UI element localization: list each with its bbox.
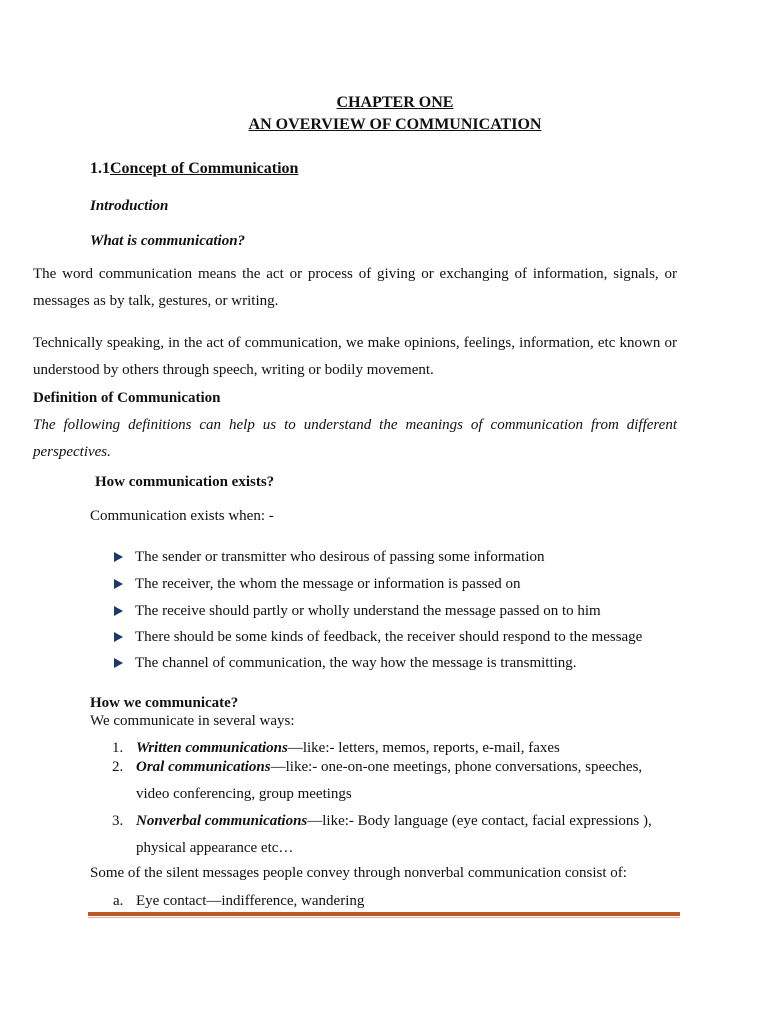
list-item <box>114 547 545 567</box>
list-number: 1. <box>112 740 124 756</box>
footer-rule-shadow <box>88 917 680 918</box>
numbered-item-line <box>136 759 642 776</box>
footer-rule <box>88 912 680 916</box>
list-number: 3. <box>112 813 124 829</box>
list-item <box>114 574 521 594</box>
list-item-text: The channel of communication, the way how the message is transmitting. <box>135 654 577 671</box>
list-item <box>114 627 642 647</box>
item-term: Oral communications <box>136 759 271 775</box>
numbered-item-line <box>136 740 560 757</box>
triangle-bullet-icon <box>114 606 123 616</box>
how-we-intro: We communicate in several ways: <box>90 713 295 729</box>
list-item-text: The receive should partly or wholly understand the message passed on to him <box>135 602 601 619</box>
triangle-bullet-icon <box>114 552 123 562</box>
triangle-bullet-icon <box>114 658 123 668</box>
silent-messages-text: Some of the silent messages people convey through nonverbal communication consist of: <box>90 865 627 881</box>
triangle-bullet-icon <box>114 579 123 589</box>
numbered-item-line <box>136 813 652 830</box>
how-we-heading: How we communicate? <box>90 695 239 711</box>
section-heading <box>90 160 298 178</box>
chapter-title: AN OVERVIEW OF COMMUNICATION <box>248 116 542 133</box>
item-description-continued: physical appearance etc… <box>136 840 294 856</box>
item-description: —like:- one-on-one meetings, phone conversations, speeches, <box>270 759 643 775</box>
item-description: —like:- letters, memos, reports, e-mail, faxes <box>287 740 560 756</box>
exists-intro: Communication exists when: - <box>90 508 274 524</box>
exists-heading: How communication exists? <box>95 474 275 490</box>
item-description-continued: video conferencing, group meetings <box>136 786 352 802</box>
list-letter: a. <box>113 893 124 909</box>
paragraph-1: The word communication means the act or process of giving or exchanging of information, signals, or messages as by talk, gestures, or writing. <box>33 266 677 309</box>
list-item <box>114 653 577 673</box>
item-term: Nonverbal communications <box>136 813 308 829</box>
item-term: Written communications <box>136 740 288 756</box>
list-item-text: The sender or transmitter who desirous of passing some information <box>135 548 545 565</box>
list-number: 2. <box>112 759 124 775</box>
list-item-text: The receiver, the whom the message or information is passed on <box>135 575 521 592</box>
item-description: —like:- Body language (eye contact, facial expressions ), <box>307 813 652 829</box>
section-title: Concept of Communication <box>110 160 299 177</box>
definition-text: The following definitions can help us to understand the meanings of communication from different perspectives. <box>33 417 677 460</box>
lettered-item-text: Eye contact—indifference, wandering <box>136 893 365 909</box>
list-item <box>114 601 601 621</box>
list-item-text: There should be some kinds of feedback, the receiver should respond to the message <box>135 628 643 645</box>
what-is-heading: What is communication? <box>90 233 246 249</box>
triangle-bullet-icon <box>114 632 123 642</box>
definition-heading: Definition of Communication <box>33 390 221 406</box>
section-number: 1.1 <box>90 160 110 177</box>
introduction-heading: Introduction <box>90 198 169 214</box>
chapter-number: CHAPTER ONE <box>336 94 454 111</box>
paragraph-2: Technically speaking, in the act of communication, we make opinions, feelings, information, etc known or understood by others through speech, writing or bodily movement. <box>33 335 677 378</box>
